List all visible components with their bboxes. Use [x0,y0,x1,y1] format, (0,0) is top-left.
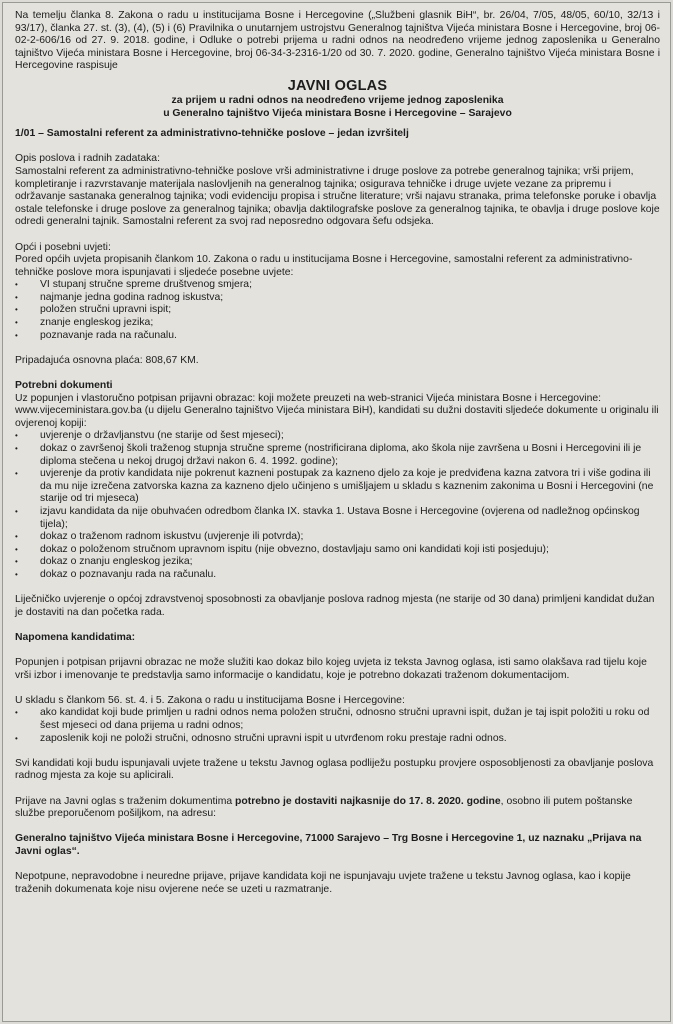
list-item: • poznavanje rada na računalu. [15,330,660,343]
final-note: Nepotpune, nepravodobne i neuredne prijave, prijave kandidata koji ne ispunjavaju uvjete tražene u tekstu Javnog oglasa, kao i kopije traženih dokumenata koje nisu ovjerene neće se uzeti u razmatranje. [15,871,631,895]
announcement-subtitle-line1: za prijem u radni odnos na neodređeno vrijeme jednog zaposlenika [171,94,504,106]
list-item: • izjavu kandidata da nije obuhvaćen odredbom članka IX. stavka 1. Ustava Bosne i Hercegovine (ovjerena od nadležnog općinskog tijela); [15,506,660,531]
list-item: • položen stručni upravni ispit; [15,304,660,317]
conditions-heading: Opći i posebni uvjeti: [15,241,111,253]
deadline-date: potrebno je dostaviti najkasnije do 17. 8. 2020. godine [235,795,501,807]
announcement-subtitle-line2: u Generalno tajništvo Vijeća ministara Bosne i Hercegovine – Sarajevo [163,107,512,119]
announcement-title: JAVNI OGLAS [287,77,388,94]
list-item: • dokaz o poznavanju rada na računalu. [15,569,660,582]
announcement-page [2,2,671,1022]
verification-text: Svi kandidati koji budu ispunjavali uvjete tražene u tekstu Javnog oglasa podliježu postupku provjere osposobljenosti za obavljanje poslova radnog mjesta za koje su aplicirali. [15,757,654,782]
article56-list [15,707,660,745]
list-item: • VI stupanj stručne spreme društvenog smjera; [15,279,660,292]
duties-text: Samostalni referent za administrativno-tehničke poslove vrši administrativne i druge poslove za potrebe generalnog tajnika; vrši prijem, kompletiranje i razvrstavanje materijala naslovljenih na generalnog tajnika; osigurava tehničke i druge uvjete vezane za pripremu i održavanje sastanaka generalnog tajnika; vodi evidenciju propisa i stručne literature; vrši najavu stranaka, prima telefonske poruke i obavlja ostale telefonske i druge poslove za generalnog tajnika; obavlja daktilografske poslove za generalnog tajnika, te obavlja i druge poslove koje odredi generalni tajnik. Samostalni referent za svoj rad neposredno odgovara šefu odsjeka. [15,165,660,228]
position-heading: 1/01 – Samostalni referent za administrativno-tehničke poslove – jedan izvršitelj [15,128,409,140]
medical-text: Liječničko uvjerenje o općoj zdravstvenoj sposobnosti za obavljanje poslova radnog mjesta (ne starije od 30 dana) primljeni kandidat dužan je dostaviti na dan početka rada. [15,594,655,618]
list-item: • dokaz o završenoj školi traženog stupnja stručne spreme (nostrificirana diploma, ako škola nije završena u Bosni i Hercegovini ili je diploma stečena u nekoj drugoj državi nakon 6. 4. 1992. godine); [15,443,660,468]
notes-heading: Napomena kandidatima: [15,631,136,643]
documents-text: Uz popunjen i vlastoručno potpisan prijavni obrazac: koji možete preuzeti na web-stranici Vijeća ministara Bosne i Hercegovine: www.vijeceministara.gov.ba (u dijelu Generalno tajništvo Vijeća ministara BiH), kandidati su dužni dostaviti sljedeće dokumente u originalu ili ovjerenoj kopiji: [15,392,659,429]
address-text: Generalno tajništvo Vijeća ministara Bosne i Hercegovine, 71000 Sarajevo – Trg Bosne i Hercegovine 1, uz naznaku „Prijava na Javni oglas“. [15,833,642,857]
list-item: • najmanje jedna godina radnog iskustva; [15,292,660,305]
deadline-text: Prijave na Javni oglas s traženim dokumentima potrebno je dostaviti najkasnije do 17. 8. 2020. godine, osobno ili putem poštanske službe preporučenom pošiljkom, na adresu: [15,795,633,820]
salary-text: Pripadajuća osnovna plaća: 808,67 KM. [15,354,199,366]
list-item: • uvjerenje da protiv kandidata nije pokrenut kazneni postupak za kazneno djelo za koje je predviđena kazna zatvora tri i više godina ili da mu nije izrečena zatvorska kazna za kazneno djelo učinjeno s umišljajem u skladu s kaznenim zakonima u Bosni i Hercegovini (ne starije od tri mjeseca) [15,468,660,506]
documents-list [15,430,660,581]
conditions-text: Pored općih uvjeta propisanih člankom 10. Zakona o radu u institucijama Bosne i Hercegovine, samostalni referent za administrativno-tehničke poslove mora ispunjavati i sljedeće posebne uvjete: [15,254,633,278]
list-item: • zaposlenik koji ne položi stručni, odnosno stručni upravni ispit u utvrđenom roku prestaje radni odnos. [15,733,660,746]
list-item: • dokaz o znanju engleskog jezika; [15,556,660,569]
list-item: • dokaz o traženom radnom iskustvu (uvjerenje ili potvrda); [15,531,660,544]
list-item: • dokaz o položenom stručnom upravnom ispitu (nije obvezno, dostavljaju samo oni kandidati koji isti posjeduju); [15,544,660,557]
list-item: • ako kandidat koji bude primljen u radni odnos nema položen stručni, odnosno stručni upravni ispit, dužan je taj ispit položiti u roku od šest mjeseci od dana prijema u radni odnos; [15,707,660,732]
conditions-list [15,279,660,342]
notes-text: Popunjen i potpisan prijavni obrazac ne može služiti kao dokaz bilo kojeg uvjeta iz teksta Javnog oglasa, isti samo olakšava rad tijelu koje vrši izbor i imenovanje te predstavlja samo informacije o kandidatu, koje je potrebno dokazati traženom dokumentacijom. [15,657,647,681]
list-item: • uvjerenje o državljanstvu (ne starije od šest mjeseci); [15,430,660,443]
list-item: • znanje engleskog jezika; [15,317,660,330]
intro-paragraph: Na temelju članka 8. Zakona o radu u institucijama Bosne i Hercegovine („Službeni glasnik BiH“, br. 26/04, 7/05, 48/05, 60/10, 32/13 i 93/17), članka 27. st. (3), (4), (5) i (6) Pravilnika o unutarnjem ustrojstvu Generalnog tajništva Vijeća ministara Bosne i Hercegovine, broj 06-02-2-606/16 od 27. 9. 2018. godine, i Odluke o potrebi prijema u radni odnos na neodređeno vrijeme jednog zaposlenika u Generalno tajništvo Vijeća ministara Bosne i Hercegovine, broj 06-34-3-2316-1/20 od 30. 7. 2020. godine, Generalno tajništvo Vijeća ministara Bosne i Hercegovine raspisuje [15,10,660,72]
article56-text: U skladu s člankom 56. st. 4. i 5. Zakona o radu u institucijama Bosne i Hercegovine: [15,694,405,706]
documents-heading: Potrebni dokumenti [15,380,113,392]
duties-heading: Opis poslova i radnih zadataka: [15,153,160,165]
